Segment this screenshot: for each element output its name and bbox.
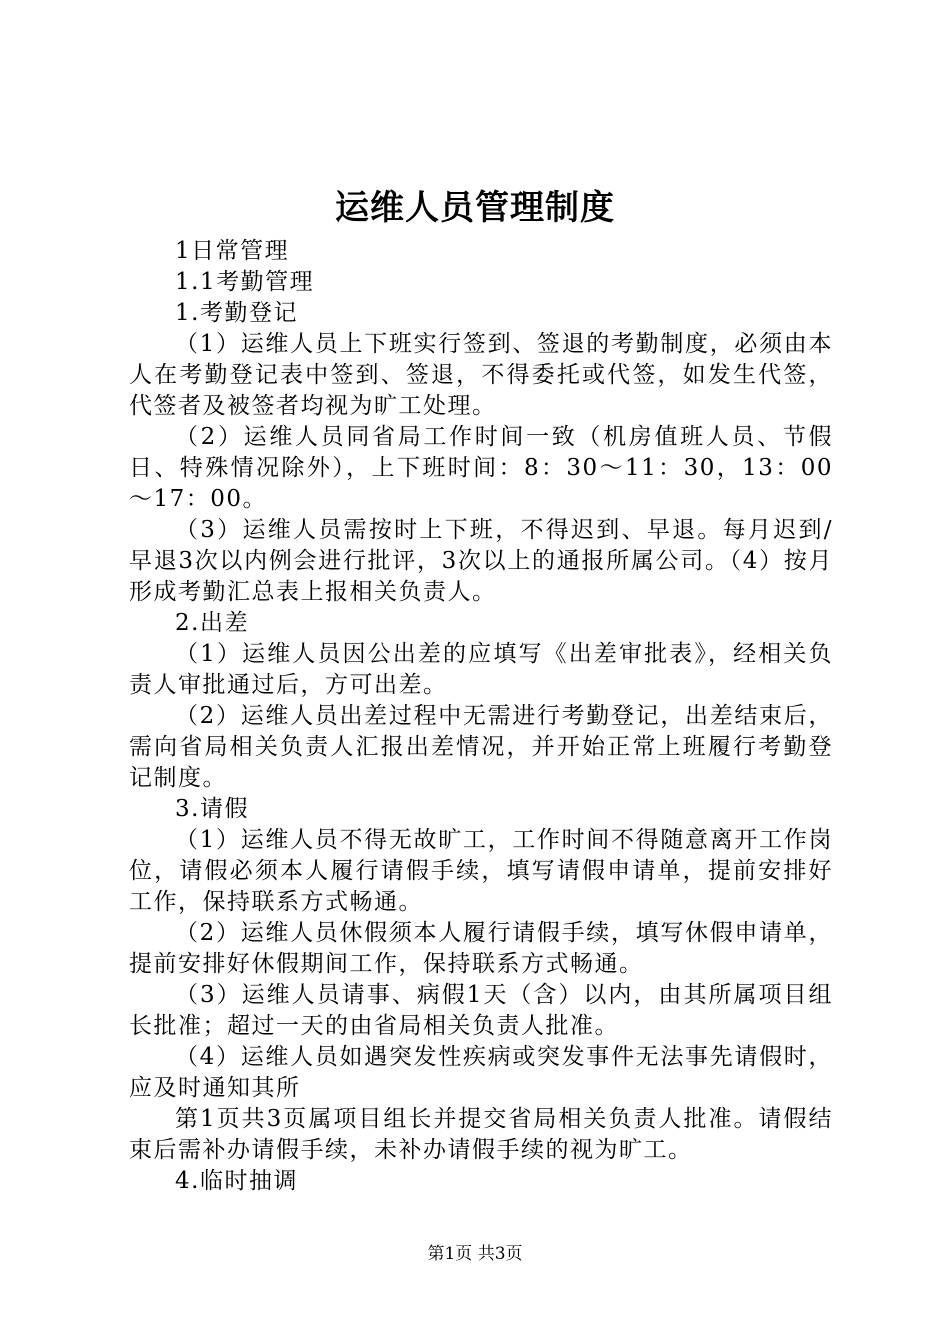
paragraph-trip-2: （2）运维人员出差过程中无需进行考勤登记，出差结束后，需向省局相关负责人汇报出差情况，并开始正常上班履行考勤登记制度。 (129, 703, 833, 791)
section-heading-leave: 3.请假 (175, 796, 249, 822)
paragraph-leave-4-continued: 第1页共3页属项目组长并提交省局相关负责人批准。请假结束后需补办请假手续，未补办请假手续的视为旷工。 (129, 1106, 833, 1163)
paragraph-trip-1: （1）运维人员因公出差的应填写《出差审批表》，经相关负责人审批通过后，方可出差。 (129, 641, 833, 698)
section-heading-daily-management: 1日常管理 (175, 238, 290, 264)
page-title: 运维人员管理制度 (335, 188, 615, 228)
section-heading-temporary-transfer: 4.临时抽调 (175, 1168, 298, 1194)
paragraph-attendance-1: （1）运维人员上下班实行签到、签退的考勤制度，必须由本人在考勤登记表中签到、签退，不得委托或代签，如发生代签，代签者及被签者均视为旷工处理。 (129, 331, 833, 419)
section-heading-attendance-registration: 1.考勤登记 (175, 300, 298, 326)
document-body (129, 236, 833, 1197)
page-footer: 第1页 共3页 (427, 1244, 523, 1264)
section-heading-attendance-management: 1.1考勤管理 (175, 269, 315, 295)
paragraph-leave-1: （1）运维人员不得无故旷工，工作时间不得随意离开工作岗位，请假必须本人履行请假手续，填写请假申请单，提前安排好工作，保持联系方式畅通。 (129, 827, 833, 915)
section-heading-business-trip: 2.出差 (175, 610, 249, 636)
paragraph-leave-2: （2）运维人员休假须本人履行请假手续，填写休假申请单，提前安排好休假期间工作，保持联系方式畅通。 (129, 920, 833, 977)
paragraph-attendance-2: （2）运维人员同省局工作时间一致（机房值班人员、节假日、特殊情况除外），上下班时间：8：30～11：30，13：00～17：00。 (129, 424, 833, 512)
paragraph-leave-3: （3）运维人员请事、病假1天（含）以内，由其所属项目组长批准；超过一天的由省局相关负责人批准。 (129, 982, 833, 1039)
paragraph-attendance-3: （3）运维人员需按时上下班，不得迟到、早退。每月迟到/早退3次以内例会进行批评，3次以上的通报所属公司。（4）按月形成考勤汇总表上报相关负责人。 (129, 517, 833, 605)
paragraph-leave-4: （4）运维人员如遇突发性疾病或突发事件无法事先请假时，应及时通知其所 (129, 1044, 833, 1101)
